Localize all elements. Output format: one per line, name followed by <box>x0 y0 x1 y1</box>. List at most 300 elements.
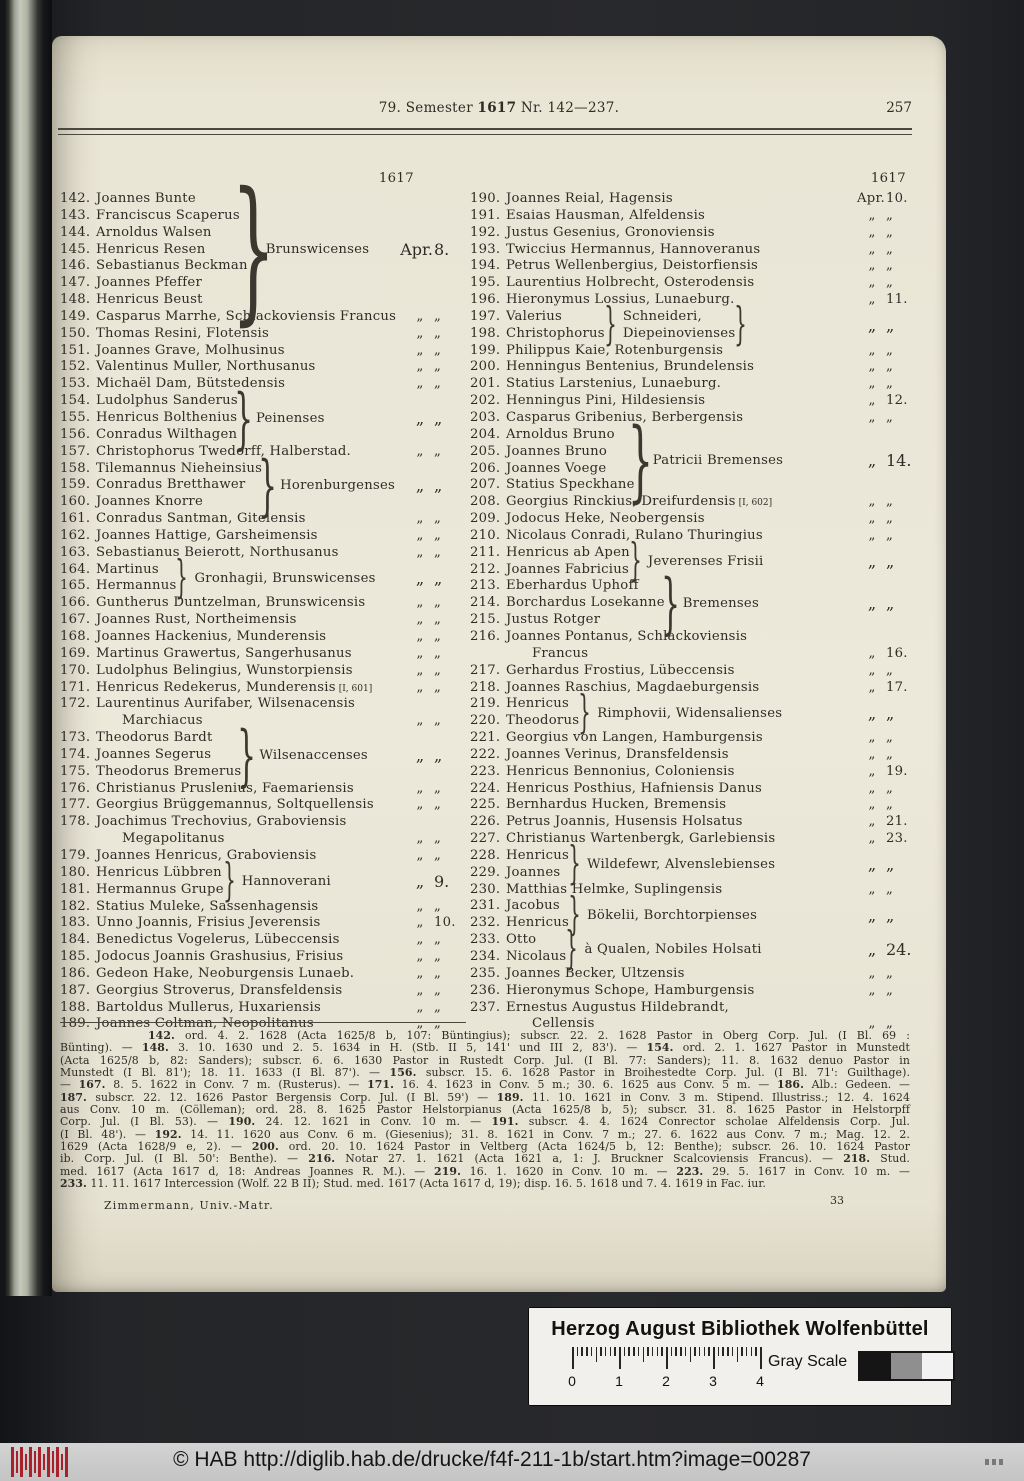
page-number: 257 <box>886 100 912 116</box>
group-label-line: Diepeinovienses <box>622 325 736 341</box>
footnotes <box>60 1030 910 1190</box>
entry-name: Arnoldus Bruno <box>506 426 615 442</box>
date-month-mark: „ <box>867 552 877 572</box>
entry-row <box>60 865 224 882</box>
date-month-mark: „ <box>416 359 424 375</box>
entry-row <box>470 494 916 511</box>
entry-row <box>60 764 241 781</box>
entry-name: Joannes Pontanus, Schlackoviensis <box>506 628 748 644</box>
entry-number: 211. <box>470 544 501 560</box>
date-month-mark: „ <box>868 780 876 796</box>
date-month-mark: „ <box>416 595 424 611</box>
entry-name: Unno Joannis, Frisius Jeverensis <box>96 915 321 931</box>
ruler-tick <box>614 1347 616 1356</box>
entry-name: Henningus Pini, Hildesiensis <box>506 393 706 409</box>
entry-number: 233. <box>470 932 501 948</box>
date-day-mark: „ <box>434 679 442 695</box>
entry-number: 177. <box>60 797 91 813</box>
entry-row <box>470 814 916 831</box>
ruler-tick <box>624 1347 626 1356</box>
entry-number: 183. <box>60 915 91 931</box>
date-month-mark: „ <box>415 568 425 588</box>
entry-name: Joannes Fabricius <box>506 561 630 577</box>
date-day-mark: „ <box>434 342 442 358</box>
group-names <box>60 865 224 899</box>
entry-name: Conradus Wilthagen <box>96 426 238 442</box>
date-month-mark: „ <box>867 939 877 959</box>
date-month-mark: „ <box>867 594 877 614</box>
date-day-mark: „ <box>434 932 442 948</box>
entry-row <box>60 882 224 899</box>
entry-number: 157. <box>60 443 91 459</box>
entry-row <box>470 326 605 343</box>
entry-number: 194. <box>470 258 501 274</box>
entry-number: 216. <box>470 628 501 644</box>
entry-number <box>470 646 506 663</box>
entry-name: Georgius Rinckius, Dreifurdensis [I, 602] <box>506 494 773 510</box>
date-month-mark: „ <box>868 746 876 762</box>
ruler-number: 2 <box>662 1373 670 1389</box>
entry-row <box>470 545 630 562</box>
date-month-mark: „ <box>416 797 424 813</box>
entry-row <box>470 696 579 713</box>
entry-name: Hermannus Grupe <box>96 881 224 897</box>
entry-name: Jodocus Joannis Grashusius, Frisius <box>96 949 344 965</box>
entry-row <box>470 595 665 612</box>
date-day-mark: „ <box>434 999 442 1015</box>
entry-name: Henricus Beust <box>96 292 203 308</box>
cm-ruler <box>568 1347 768 1399</box>
entry-number: 146. <box>60 258 91 274</box>
entry-row <box>470 629 916 646</box>
ruler-tick <box>572 1347 574 1369</box>
ruler-tick <box>600 1347 602 1356</box>
entry-name: Sebastianus Beierott, Northusanus <box>96 544 339 560</box>
date-month-mark: „ <box>868 730 876 746</box>
brace-glyph: } <box>568 838 581 890</box>
entry-name: Henningus Bentenius, Brundelensis <box>506 359 755 375</box>
ruler-tick <box>647 1347 649 1356</box>
date-day-mark: 17. <box>886 679 908 695</box>
entry-name: Sebastianus Beckman <box>96 258 248 274</box>
entry-number: 153. <box>60 376 91 392</box>
entry-number: 143. <box>60 207 91 223</box>
entry-number: 203. <box>470 409 501 425</box>
entry-row <box>60 494 262 511</box>
date-day-mark: „ <box>434 359 442 375</box>
group-label: Jeverenses Frisii <box>647 554 764 570</box>
group-names <box>60 191 248 309</box>
ruler-number: 4 <box>756 1373 764 1389</box>
ruler-numbers <box>568 1373 768 1389</box>
ruler-tick <box>760 1347 762 1369</box>
ruler-tick <box>591 1347 593 1356</box>
entry-number: 163. <box>60 544 91 560</box>
entry-row <box>60 949 464 966</box>
date-day-mark: 16. <box>886 645 908 661</box>
date-day-mark: „ <box>434 713 442 729</box>
entry-name: Joannes Henricus, Graboviensis <box>96 847 317 863</box>
ruler-number: 1 <box>615 1373 623 1389</box>
entry-name: Valentinus Muller, Northusanus <box>96 359 316 375</box>
date-day-mark: „ <box>434 797 442 813</box>
header-rule <box>58 128 912 135</box>
footnote-line: aus Conv. 10 m. (Cölleman); ord. 28. 8. 1625 Pastor Helstorpianus (Acta 1625/8 b, 5); subscr. 31. 8. 1625 Pastor in Helstorpff <box>60 1103 910 1117</box>
right-column <box>470 170 916 1033</box>
entry-name: Theodorus <box>506 713 580 729</box>
entry-number: 205. <box>470 443 501 459</box>
date-month-mark: „ <box>416 898 424 914</box>
date-month-mark: „ <box>867 451 877 470</box>
ruler-tick <box>722 1347 724 1356</box>
ruler-tick <box>675 1347 677 1356</box>
ruler-tick <box>633 1347 635 1356</box>
page-header-title <box>52 100 946 116</box>
date-day-mark: 8. <box>434 240 450 260</box>
date-month-mark: „ <box>868 393 876 409</box>
entry-number: 235. <box>470 965 501 981</box>
date-day-mark: „ <box>886 905 895 925</box>
brace-glyph: } <box>734 299 748 351</box>
date-month-mark: „ <box>867 703 877 723</box>
date-month-mark: „ <box>868 292 876 308</box>
date-day-mark: „ <box>434 408 443 428</box>
entry-name: Nicolaus Conradi, Rulano Thuringius <box>506 527 763 543</box>
entry-name: Christophorus Twedorff, Halberstad. <box>96 443 351 459</box>
footnote-line: Bünting). — 148. 3. 10. 1630 und 2. 5. 1634 in H. (Stb. II 5, 141' und III 2, 83'). — 154. ord. 2. 1. 1627 Pastor in Munstedt <box>60 1041 911 1055</box>
date-month-mark: „ <box>868 965 876 981</box>
entry-name: Bartoldus Mullerus, Huxariensis <box>96 999 322 1015</box>
entry-row <box>470 242 916 259</box>
entry-name: Borchardus Losekanne <box>506 595 665 611</box>
brace-glyph: } <box>175 552 189 604</box>
date-month-mark: „ <box>415 476 425 496</box>
entry-name: Georgius von Langen, Hamburgensis <box>506 730 763 746</box>
entry-row <box>470 511 916 528</box>
footnote-line: (Acta 1625/8 b, 82: Sanders); subscr. 6. 6. 1630 Pastor in Rustedt Corp. Jul. (I Bl. 77: Sanders); 11. 8. 1632 denuo Pastor in <box>60 1053 910 1067</box>
date-day-mark: „ <box>886 855 895 875</box>
date-day-mark: „ <box>886 527 894 543</box>
editor-signature: Zimmermann, Univ.-Matr. <box>104 1199 274 1212</box>
entry-number: 145. <box>60 241 91 257</box>
entry-number: 237. <box>470 999 501 1015</box>
entry-name: Philippus Kaie, Rotenburgensis <box>506 342 724 358</box>
entry-name: Joannes Grave, Molhusinus <box>96 342 285 358</box>
entry-row <box>470 191 916 208</box>
entry-row <box>60 680 464 697</box>
ruler-tick <box>619 1347 621 1369</box>
signature-row <box>60 1194 910 1212</box>
stamp-mark <box>985 1459 1006 1465</box>
entry-name: Justus Rotger <box>506 612 601 628</box>
entry-number: 225. <box>470 797 501 813</box>
column-year-label: 1617 <box>870 171 906 186</box>
gray-swatch-0 <box>860 1353 891 1379</box>
entry-number: 155. <box>60 410 91 425</box>
entry-number: 185. <box>60 949 91 965</box>
entry-name: Joannes Rust, Northeimensis <box>96 612 297 628</box>
date-month-mark: „ <box>868 1016 876 1032</box>
entry-row <box>60 932 464 949</box>
entry-row <box>60 343 464 360</box>
date-day-mark: „ <box>434 831 442 847</box>
date-day-mark: „ <box>434 511 442 527</box>
brace-glyph: } <box>565 922 579 974</box>
date-day-mark: 10. <box>886 191 908 206</box>
ruler-number: 3 <box>709 1373 717 1389</box>
date-month-mark: „ <box>868 881 876 897</box>
entry-row <box>470 966 916 983</box>
sheet-number: 33 <box>830 1194 844 1207</box>
date-day-mark: „ <box>434 544 442 560</box>
entry-name: Joannes Hattige, Garsheimensis <box>96 527 318 543</box>
date-month-mark: „ <box>868 511 876 527</box>
header-range: Nr. 142—237. <box>516 100 620 116</box>
date-day-mark: „ <box>434 898 442 914</box>
group-names <box>60 730 241 781</box>
entry-name: Joannes Hackenius, Munderensis <box>96 629 327 644</box>
entry-name: Jacobus <box>506 898 560 914</box>
entry-name: Franciscus Scaperus <box>96 207 240 223</box>
entry-name: Tilemannus Nieheinsius <box>96 460 263 476</box>
date-month-mark: „ <box>416 1016 424 1032</box>
ruler-tick <box>713 1347 715 1369</box>
date-day-mark: „ <box>886 376 894 392</box>
ruler-tick <box>628 1347 630 1356</box>
brace-glyph: } <box>578 686 592 738</box>
ruler-tick <box>638 1347 640 1356</box>
entry-name: Benedictus Vogelerus, Lübeccensis <box>96 932 340 948</box>
entry-row <box>470 444 635 461</box>
group-label: Horenburgenses <box>280 478 396 494</box>
entry-row <box>470 275 916 292</box>
date-day-mark: 10. <box>434 915 456 931</box>
group-label: Bökelii, Borchtorpienses <box>586 907 758 923</box>
ruler-tick <box>586 1347 588 1356</box>
group-names <box>60 393 238 444</box>
left-column <box>60 158 464 1033</box>
entry-number: 227. <box>470 831 501 847</box>
date-day-mark: „ <box>434 982 442 998</box>
entry-number: 220. <box>470 713 501 729</box>
group-label: Rimphovii, Widensalienses <box>597 705 783 721</box>
entry-number: 202. <box>470 393 501 409</box>
entry-number: 224. <box>470 780 501 796</box>
book-page <box>52 36 946 1292</box>
entry-number: 187. <box>60 982 91 998</box>
entry-name: Nicolaus <box>506 949 567 964</box>
date-day-mark <box>885 1000 916 1017</box>
entry-number: 152. <box>60 359 91 375</box>
ruler-tick <box>746 1347 748 1356</box>
date-day-mark: „ <box>886 258 894 274</box>
date-month-mark: „ <box>867 855 877 875</box>
date-day-mark: „ <box>434 595 442 611</box>
date-day-mark: „ <box>434 568 443 588</box>
entry-number: 159. <box>60 477 91 493</box>
brace-glyph: } <box>603 299 617 351</box>
entry-row <box>60 461 262 478</box>
ruler-tick <box>657 1347 659 1356</box>
date-day-mark: „ <box>886 965 894 981</box>
entry-name: Henricus <box>506 847 569 863</box>
entry-row <box>60 595 464 612</box>
entry-row <box>470 882 916 899</box>
date-month-mark: „ <box>416 527 424 543</box>
date-day-mark: „ <box>434 376 442 392</box>
entry-name: Casparus Marrhe, Schlackoviensis Francus <box>96 308 397 324</box>
date-month-mark: „ <box>415 745 425 765</box>
entry-name: Theodorus Bremerus <box>96 763 242 779</box>
ruler-tick <box>685 1347 687 1356</box>
date-month-mark: „ <box>416 847 424 863</box>
date-month-mark <box>407 696 433 713</box>
date-day-mark: 11. <box>886 292 908 308</box>
book-page-edges <box>4 0 52 1296</box>
ruler-ticks <box>572 1347 762 1371</box>
footnote-line: 187. subscr. 22. 12. 1626 Pastor Bergensis Corp. Jul. (I Bl. 59') — 189. 11. 10. 1621 in Conv. 3 m. Stipend. Illustriss.; 12. 4. 1624 <box>60 1090 911 1104</box>
date-day-mark: „ <box>434 662 442 678</box>
entry-row <box>60 848 464 865</box>
date-month-mark <box>407 814 433 831</box>
entry-name: Justus Gesenius, Gronoviensis <box>506 224 715 240</box>
entry-number: 232. <box>470 915 501 931</box>
date-month-mark: „ <box>868 207 876 223</box>
entry-row <box>470 208 916 225</box>
entry-row <box>60 915 464 932</box>
entry-row <box>470 562 630 579</box>
ruler-tick <box>708 1347 710 1356</box>
footnote-line: med. 1617 (Acta 1617 d, 18: Andreas Joannes R. M.). — 219. 16. 1. 1620 in Conv. 10 m. — 223. 29. 5. 1617 in Conv. 10 m. — <box>60 1164 911 1178</box>
date-day-mark: „ <box>886 594 895 614</box>
entry-name: Henricus Bennonius, Coloniensis <box>506 763 735 779</box>
entry-number: 193. <box>470 241 501 257</box>
volume-reference: [I, 601] <box>338 683 373 694</box>
header-text: 79. Semester <box>378 100 478 116</box>
entry-name: Henricus <box>506 696 569 712</box>
ruler-tick <box>666 1347 668 1369</box>
entry-number: 195. <box>470 275 501 291</box>
entry-row <box>60 730 241 747</box>
entry-number: 189. <box>60 1016 91 1032</box>
date-day-mark: „ <box>886 409 894 425</box>
entry-name: Joannes Segerus <box>96 746 212 762</box>
entry-number: 165. <box>60 578 91 594</box>
group-names <box>470 309 605 343</box>
entry-name: Jodocus Heke, Neobergensis <box>506 511 705 527</box>
group-names <box>470 427 635 494</box>
group-label: à Qualen, Nobiles Holsati <box>584 941 762 957</box>
date-month-mark: „ <box>868 376 876 392</box>
entry-row <box>470 663 916 680</box>
group-names <box>470 578 665 629</box>
group-label: Wildefewr, Alvenslebienses <box>586 857 776 873</box>
entry-number: 174. <box>60 746 91 762</box>
date-day-mark: „ <box>886 359 894 375</box>
date-month-mark: „ <box>416 915 424 931</box>
footnote-line: Corp. Jul. (I Bl. 53). — 190. 24. 12. 1621 in Conv. 10 m. — 191. subscr. 4. 4. 1624 Conrector scholae Alfeldensis Corp. Jul. <box>60 1115 910 1129</box>
date-day-mark: „ <box>886 730 894 746</box>
entry-number: 231. <box>470 898 501 914</box>
entry-number: 144. <box>60 224 91 240</box>
date-day-mark <box>885 629 916 646</box>
entry-number: 160. <box>60 494 91 510</box>
date-day-mark: „ <box>434 629 442 644</box>
entry-name: Joannes Raschius, Magdaeburgensis <box>506 679 760 695</box>
entry-number: 186. <box>60 965 91 981</box>
group-names <box>470 848 569 882</box>
entry-number: 226. <box>470 814 501 830</box>
date-month-mark: „ <box>867 905 877 925</box>
brace-glyph: } <box>627 407 653 512</box>
entry-number: 158. <box>60 460 91 476</box>
ruler-tick <box>652 1347 654 1356</box>
entry-number: 169. <box>60 645 91 661</box>
date-month-mark: „ <box>416 662 424 678</box>
date-day-mark: „ <box>434 443 442 459</box>
entry-row <box>60 612 464 629</box>
entry-row <box>470 461 635 478</box>
ruler-tick <box>680 1347 682 1356</box>
entry-name: Henricus ab Apen <box>506 544 630 560</box>
date-day-mark: „ <box>886 224 894 240</box>
ruler-tick <box>718 1347 720 1356</box>
entry-row <box>60 427 238 444</box>
entry-row <box>60 983 464 1000</box>
entry-name: Thomas Resini, Flotensis <box>96 325 270 341</box>
ruler-tick <box>596 1347 598 1362</box>
entry-name: Otto <box>506 932 537 948</box>
date-month-mark: „ <box>868 527 876 543</box>
date-day-mark: „ <box>886 662 894 678</box>
entry-number: 149. <box>60 308 91 324</box>
ruler-number: 0 <box>568 1373 576 1389</box>
entry-number: 213. <box>470 578 501 594</box>
entry-row <box>470 225 916 242</box>
date-month-mark: „ <box>868 814 876 830</box>
page-header <box>52 100 946 120</box>
group-label: Peinenses <box>255 410 325 426</box>
brace-glyph: } <box>629 535 642 587</box>
date-month-mark: „ <box>416 325 424 341</box>
entry-number: 150. <box>60 325 91 341</box>
group-label: Patricii Bremenses <box>652 453 784 468</box>
entry-name: Petrus Joannis, Husensis Holsatus <box>506 814 743 830</box>
entry-number: 190. <box>470 191 501 206</box>
caption-bar <box>0 1443 1024 1481</box>
date-month-mark: „ <box>868 494 876 510</box>
entry-row <box>60 376 464 393</box>
date-month-mark: „ <box>416 831 424 847</box>
entry-number: 147. <box>60 275 91 291</box>
group-label <box>622 299 748 351</box>
date-day-mark: 12. <box>886 393 908 409</box>
date-day-mark: „ <box>434 325 442 341</box>
entry-row <box>470 949 566 966</box>
entry-name: Laurentius Holbrecht, Osterodensis <box>506 275 755 291</box>
date-month-mark: „ <box>416 965 424 981</box>
brace-glyph: } <box>237 715 257 794</box>
entry-number: 168. <box>60 629 91 644</box>
entry-row <box>470 477 635 494</box>
entry-number: 182. <box>60 898 91 914</box>
date-month-mark: „ <box>416 982 424 998</box>
entry-name: Matthias Helmke, Suplingensis <box>506 881 723 897</box>
group-label: Hannoverani <box>241 874 331 890</box>
date-month-mark: „ <box>416 544 424 560</box>
library-color-target-plate <box>528 1307 952 1406</box>
entry-row <box>60 966 464 983</box>
